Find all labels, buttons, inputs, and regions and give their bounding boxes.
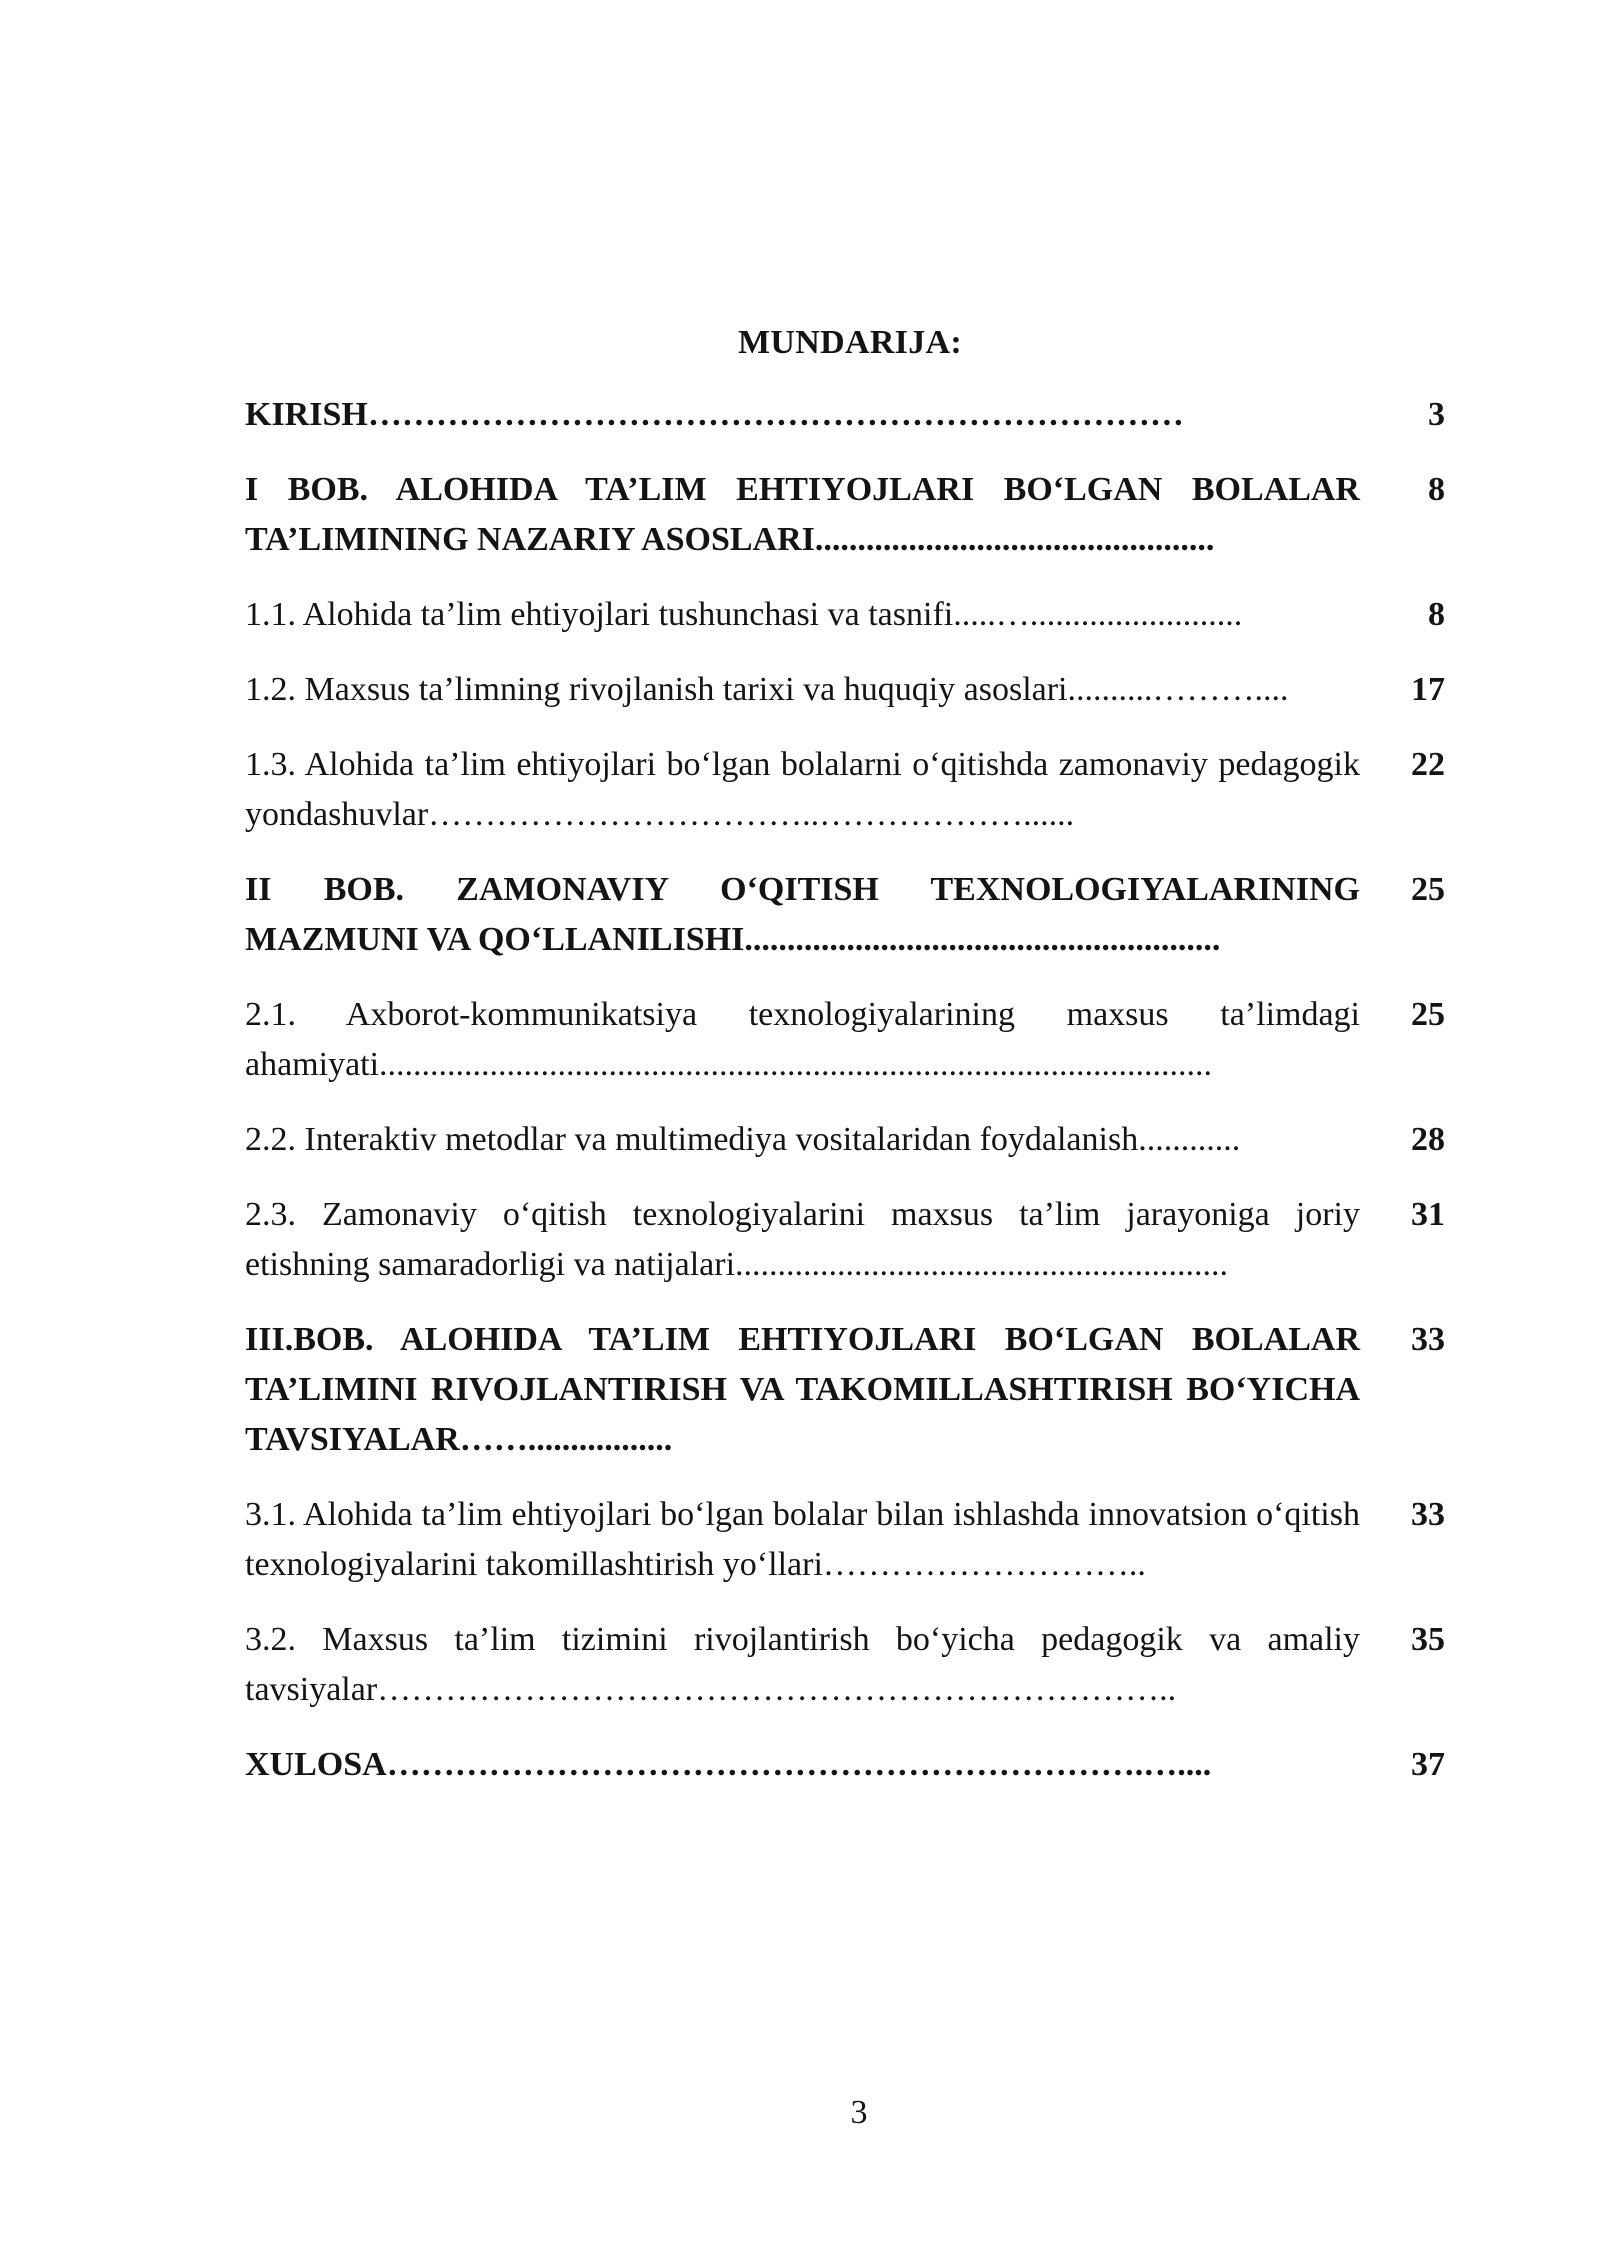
table-of-contents [245, 390, 1445, 1815]
toc-entry-section-3-1 [245, 1490, 1445, 1590]
toc-entry-title: III.BOB. ALOHIDA TA’LIM EHTIYOJLARI BO‘LGAN BOLALAR TA’LIMINI RIVOJLANTIRISH VA TAKOMILLASHTIRISH BO‘YICHA TAVSIYALAR……................. [245, 1321, 1360, 1458]
toc-entry-section-3-2 [245, 1615, 1445, 1715]
toc-page-number: 22 [1411, 746, 1445, 783]
toc-entry-section-2-2 [245, 1115, 1445, 1165]
toc-page-number: 28 [1411, 1121, 1445, 1158]
toc-entry-title: 2.1. Axborot-kommunikatsiya texnologiyalarining maxsus ta’limdagi ahamiyati.................................................................................................. [245, 996, 1360, 1083]
toc-entry-title: I BOB. ALOHIDA TA’LIM EHTIYOJLARI BO‘LGAN BOLALAR TA’LIMINING NAZARIY ASOSLARI............................................... [245, 471, 1360, 558]
toc-entry-section-1-3 [245, 740, 1445, 840]
toc-page-number: 3 [1428, 396, 1445, 433]
toc-entry-title: 3.2. Maxsus ta’lim tizimini rivojlantirish bo‘yicha pedagogik va amaliy tavsiyalar…………………………………………………………….. [245, 1621, 1360, 1708]
toc-entry-conclusion [245, 1740, 1445, 1790]
toc-entry-chapter-1 [245, 465, 1445, 565]
toc-entry-title: 3.1. Alohida ta’lim ehtiyojlari bo‘lgan bolalar bilan ishlashda innovatsion o‘qitish texnologiyalarini takomillashtirish yo‘llari……………………….. [245, 1496, 1360, 1583]
toc-entry-title: KIRISH……………………………………………………………… [245, 396, 1184, 433]
toc-entry-section-2-3 [245, 1190, 1445, 1290]
toc-entry-section-1-1 [245, 590, 1445, 640]
toc-page-number: 33 [1411, 1321, 1445, 1358]
toc-entry-title: 1.2. Maxsus ta’limning rivojlanish tarixi va huquqiy asoslari..........……….... [245, 671, 1289, 708]
toc-page-number: 35 [1411, 1621, 1445, 1658]
toc-entry-title: 1.3. Alohida ta’lim ehtiyojlari bo‘lgan bolalarni o‘qitishda zamonaviy pedagogik yondashuvlar……………………………..………………...... [245, 746, 1360, 833]
toc-page-number: 8 [1428, 471, 1445, 508]
toc-entry-section-1-2 [245, 665, 1445, 715]
toc-title: MUNDARIJA: [738, 324, 962, 361]
toc-page-number: 37 [1411, 1746, 1445, 1783]
toc-page-number: 33 [1411, 1496, 1445, 1533]
toc-page-number: 25 [1411, 996, 1445, 1033]
toc-page-number: 8 [1428, 596, 1445, 633]
toc-entry-section-2-1 [245, 990, 1445, 1090]
toc-entry-chapter-3 [245, 1315, 1445, 1465]
toc-page-number: 25 [1411, 871, 1445, 908]
toc-entry-title: 2.2. Interaktiv metodlar va multimediya vositalaridan foydalanish............ [245, 1121, 1241, 1158]
toc-entry-chapter-2 [245, 865, 1445, 965]
toc-entry-introduction [245, 390, 1445, 440]
toc-entry-title: II BOB. ZAMONAVIY O‘QITISH TEXNOLOGIYALARINING MAZMUNI VA QO‘LLANILISHI........................................................ [245, 871, 1360, 958]
page-number: 3 [850, 2094, 868, 2131]
toc-page-number: 31 [1411, 1196, 1445, 1233]
toc-entry-title: 2.3. Zamonaviy o‘qitish texnologiyalarini maxsus ta’lim jarayoniga joriy etishning samaradorligi va natijalari.......................................................... [245, 1196, 1360, 1283]
toc-entry-title: XULOSA………………………………………………………….….... [245, 1746, 1212, 1783]
toc-entry-title: 1.1. Alohida ta’lim ehtiyojlari tushunchasi va tasnifi.....…......................... [245, 596, 1243, 633]
toc-page-number: 17 [1411, 671, 1445, 708]
